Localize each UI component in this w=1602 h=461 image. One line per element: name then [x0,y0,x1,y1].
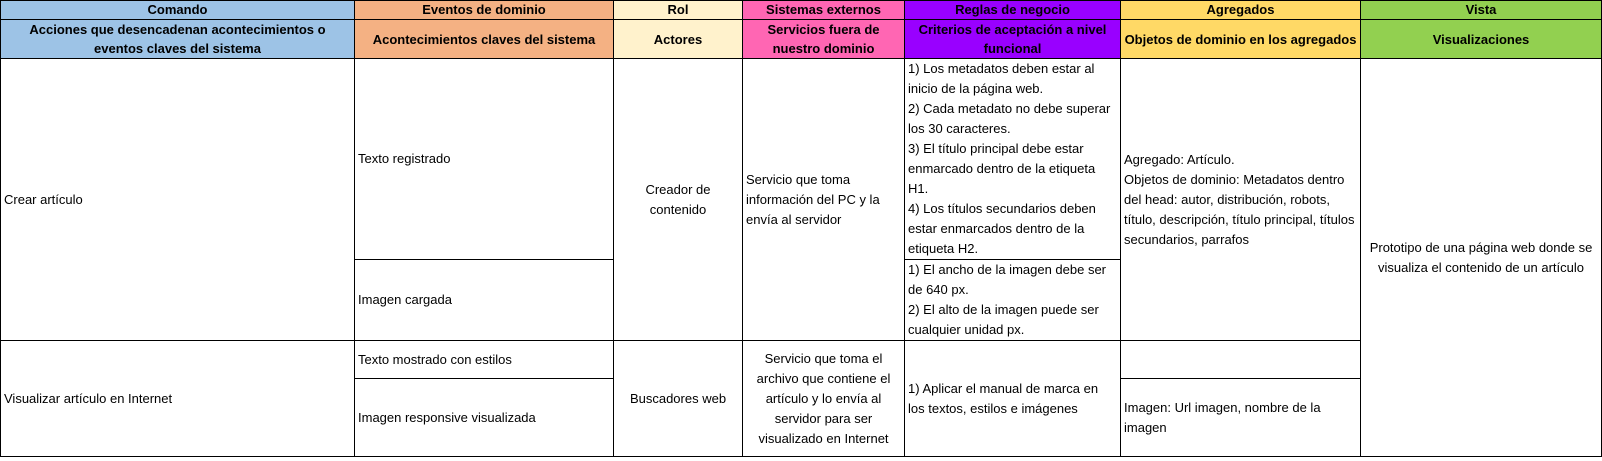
rol-buscadores: Buscadores web [614,341,743,457]
header-comando: Comando [1,1,355,20]
evento-texto-registrado: Texto registrado [355,59,614,260]
subheader-eventos: Acontecimientos claves del sistema [355,20,614,59]
regla-item: 1) Los metadatos deben estar al inicio de la página web. [908,61,1095,96]
header-rol: Rol [614,1,743,20]
regla-item: 2) Cada metadato no debe superar los 30 caracteres. [908,101,1111,136]
externo-visualizar: Servicio que toma el archivo que contiene el artículo y lo envía al servidor para ser visualizado en Internet [743,341,905,457]
header-row [1,1,1602,20]
reglas-visualizar: 1) Aplicar el manual de marca en los textos, estilos e imágenes [905,341,1121,457]
reglas-texto [905,59,1121,260]
header-reglas: Reglas de negocio [905,1,1121,20]
header-vista: Vista [1361,1,1602,20]
subheader-agregados: Objetos de dominio en los agregados [1121,20,1361,59]
regla-item: 3) El título principal debe estar enmarcado dentro de la etiqueta H1. [908,141,1096,196]
evento-imagen-cargada: Imagen cargada [355,260,614,341]
agregado-titulo: Agregado: Artículo. [1124,151,1235,167]
regla-item: 2) El alto de la imagen puede ser cualquier unidad px. [908,302,1099,337]
subheader-reglas: Criterios de aceptación a nivel funcional [905,20,1121,59]
table-row [1,59,1602,260]
subheader-rol: Actores [614,20,743,59]
regla-item: 1) El ancho de la imagen debe ser de 640 px. [908,262,1107,297]
evento-imagen-responsive: Imagen responsive visualizada [355,379,614,457]
subheader-comando: Acciones que desencadenan acontecimientos o eventos claves del sistema [1,20,355,59]
agregado-texto-vacio [1121,341,1361,379]
comando-visualizar: Visualizar artículo en Internet [1,341,355,457]
subheader-externos: Servicios fuera de nuestro dominio [743,20,905,59]
agregado-imagen: Imagen: Url imagen, nombre de la imagen [1121,379,1361,457]
vista-prototipo: Prototipo de una página web donde se visualiza el contenido de un artículo [1361,59,1602,457]
externo-crear: Servicio que toma información del PC y la envía al servidor [743,59,905,341]
regla-item: 4) Los títulos secundarios deben estar enmarcados dentro de la etiqueta H2. [908,201,1096,256]
subheader-vista: Visualizaciones [1361,20,1602,59]
agregado-articulo [1121,59,1361,341]
subheader-row [1,20,1602,59]
agregado-objetos: Objetos de dominio: Metadatos dentro del head: autor, distribución, robots, título, descripción, título principal, títulos secundarios, parrafos [1124,171,1355,247]
header-eventos: Eventos de dominio [355,1,614,20]
header-externos: Sistemas externos [743,1,905,20]
reglas-imagen [905,260,1121,341]
comando-crear: Crear artículo [1,59,355,341]
evento-texto-estilos: Texto mostrado con estilos [355,341,614,379]
rol-creador: Creador de contenido [614,59,743,341]
header-agregados: Agregados [1121,1,1361,20]
